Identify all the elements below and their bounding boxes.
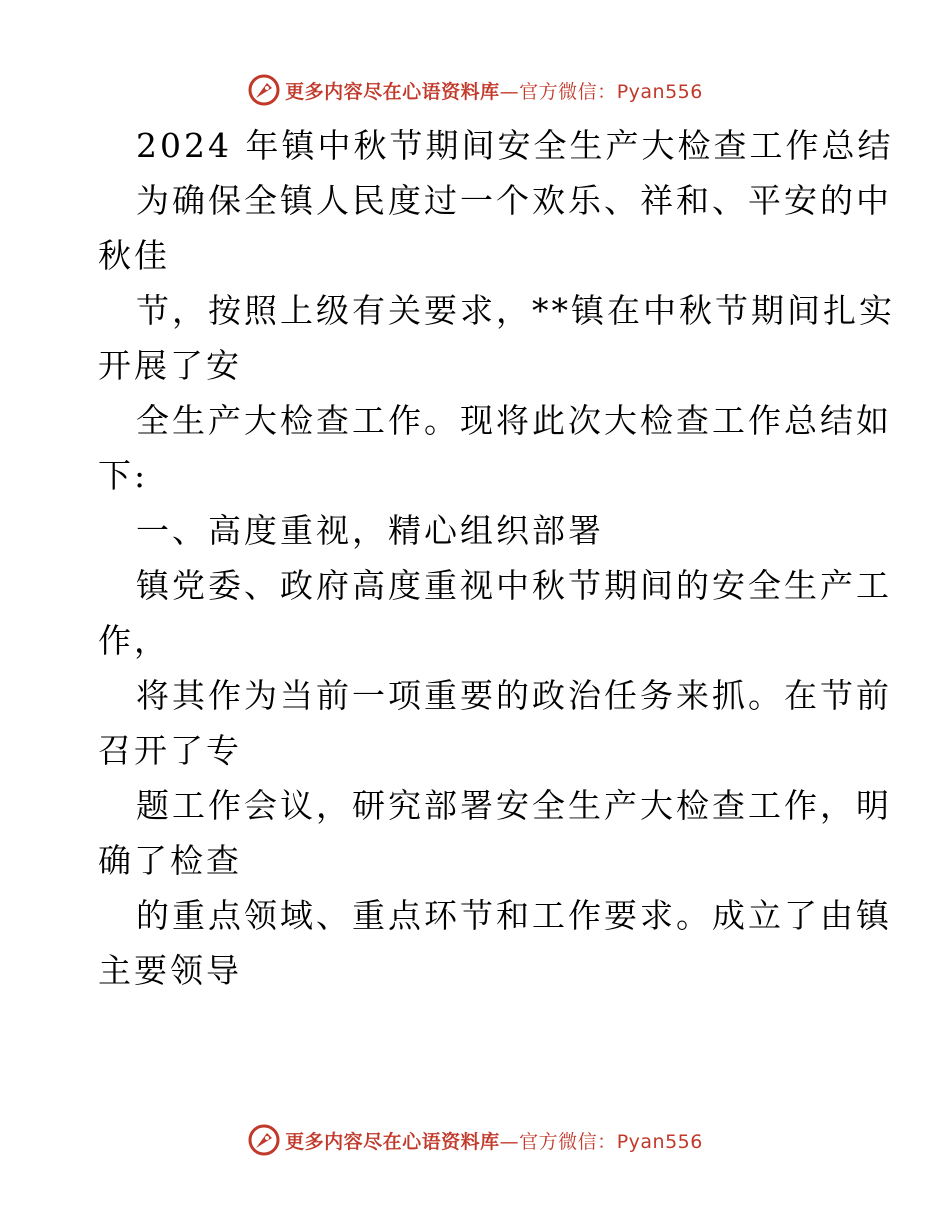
watermark-wechat-id: Pyan556: [616, 1130, 703, 1153]
watermark-separator: —: [499, 80, 520, 103]
watermark-separator: —: [499, 1130, 520, 1153]
paragraph-line: 将其作为当前一项重要的政治任务来抓。在节前: [136, 676, 892, 715]
watermark-text: [285, 1127, 703, 1154]
paragraph-line: 为确保全镇人民度过一个欢乐、祥和、平安的中: [136, 181, 892, 220]
pen-nib-circle-icon: [247, 73, 281, 107]
paragraph-line: 召开了专: [98, 731, 242, 770]
watermark-wechat-label: 官方微信：: [519, 1130, 617, 1153]
paragraph-line: 镇党委、政府高度重视中秋节期间的安全生产工: [136, 566, 892, 605]
section-heading: 一、高度重视，精心组织部署: [136, 511, 604, 550]
document-body: [98, 118, 895, 998]
paragraph-line: 下:: [98, 456, 149, 495]
footer-watermark: [0, 1120, 950, 1160]
paragraph-line: 确了检查: [98, 841, 242, 880]
watermark-brand: 更多内容尽在心语资料库: [285, 1130, 500, 1153]
watermark-wechat-id: Pyan556: [616, 80, 703, 103]
paragraph-line: 的重点领域、重点环节和工作要求。成立了由镇: [136, 896, 892, 935]
paragraph-line: 秋佳: [98, 236, 170, 275]
document-title: 2024 年镇中秋节期间安全生产大检查工作总结: [136, 126, 894, 165]
paragraph-line: 开展了安: [98, 346, 242, 385]
paragraph-line: 主要领导: [98, 951, 242, 990]
header-watermark: [0, 70, 950, 110]
watermark-text: [285, 77, 703, 104]
watermark-brand: 更多内容尽在心语资料库: [285, 80, 500, 103]
paragraph-line: 作，: [98, 621, 170, 660]
pen-nib-circle-icon: [247, 1123, 281, 1157]
paragraph-line: 题工作会议，研究部署安全生产大检查工作，明: [136, 786, 892, 825]
paragraph-line: 全生产大检查工作。现将此次大检查工作总结如: [136, 401, 892, 440]
watermark-wechat-label: 官方微信：: [519, 80, 617, 103]
paragraph-line: 节，按照上级有关要求，**镇在中秋节期间扎实: [136, 291, 895, 330]
